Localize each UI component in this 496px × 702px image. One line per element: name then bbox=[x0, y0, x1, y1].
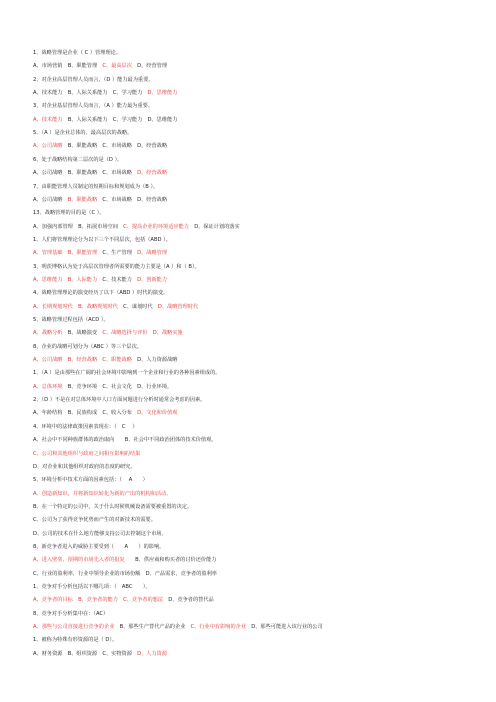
text-line bbox=[33, 341, 493, 353]
text-line bbox=[33, 327, 493, 339]
text-segment: B、人际关系能力 bbox=[62, 90, 108, 97]
highlighted-answer: C、最高层次 bbox=[97, 63, 132, 70]
text-line bbox=[33, 648, 493, 660]
highlighted-answer: D、文化和价值观 bbox=[131, 410, 178, 417]
highlighted-answer: D、战略管理 bbox=[131, 250, 168, 257]
highlighted-answer: A、公司战略 bbox=[33, 357, 63, 364]
text-segment: D、经营管理 bbox=[131, 63, 168, 70]
text-segment: B、竞争环境 bbox=[62, 383, 98, 390]
highlighted-answer: A、思维能力 bbox=[33, 276, 63, 283]
text-segment: B、职能管理 bbox=[62, 63, 98, 70]
text-line bbox=[33, 394, 493, 406]
highlighted-answer: A、进入壁垒，预期的市场先入者的报复 bbox=[33, 557, 125, 564]
text-segment: 1、（A ）是由那些在广阔的社会环境中影响到一个企业和行业的各种因素组成的。 bbox=[33, 370, 221, 377]
highlighted-answer: C、竞争者的想法 bbox=[117, 597, 164, 604]
text-line bbox=[33, 274, 493, 286]
text-line bbox=[33, 581, 493, 593]
highlighted-answer: D、战略实施 bbox=[147, 330, 183, 337]
text-segment: 1、竞争对手分析包括以下哪几项：（ ABC ）。 bbox=[33, 584, 151, 590]
text-segment: D、对企业和其他组织对政府的态度的研究。 bbox=[33, 463, 136, 470]
text-line bbox=[33, 100, 493, 112]
text-segment: C、收入分布 bbox=[97, 410, 132, 417]
text-segment: D、思维能力 bbox=[142, 116, 178, 123]
text-segment: C、生产管理 bbox=[97, 250, 132, 257]
text-segment: 5、（A ）是企业总体的、最高层次的战略。 bbox=[33, 130, 133, 137]
text-line bbox=[33, 87, 493, 99]
text-segment: D、公司的技术在什么地方能够支持公司去控制这个市场。 bbox=[33, 530, 167, 537]
text-segment: A、公司战略 bbox=[33, 170, 63, 177]
text-segment: A、市场营销 bbox=[33, 63, 63, 70]
text-segment: 6、处于战略结构第二层次的是（D ）。 bbox=[33, 156, 123, 163]
highlighted-answer: D、人力资源 bbox=[131, 650, 168, 657]
text-line bbox=[33, 127, 493, 139]
text-line bbox=[33, 181, 493, 193]
highlighted-answer: B、人际能力 bbox=[62, 276, 98, 283]
text-segment: C、技术能力 bbox=[97, 276, 132, 283]
text-line bbox=[33, 234, 493, 246]
text-segment: 2、对企业高层管理人员而言，（D ）能力最为重要。 bbox=[33, 76, 154, 83]
text-segment: A、财务资源 bbox=[33, 650, 63, 657]
text-line bbox=[33, 247, 493, 259]
text-segment: D、经营战略 bbox=[131, 143, 168, 150]
highlighted-answer: B、经营战略 bbox=[62, 357, 98, 364]
text-segment: D、那些可能进入该行业的公司 bbox=[246, 624, 323, 631]
text-line bbox=[33, 354, 493, 366]
text-line bbox=[33, 554, 493, 566]
highlighted-answer: C、职能战略 bbox=[97, 357, 132, 364]
text-line bbox=[33, 154, 493, 166]
text-line bbox=[33, 314, 493, 326]
text-segment: 3、对企业基层管理人员而言，（A ）能力最为重要。 bbox=[33, 103, 154, 110]
text-line bbox=[33, 421, 493, 433]
text-segment: C、市场战略 bbox=[97, 143, 132, 150]
highlighted-answer: D、战略管理时代 bbox=[152, 303, 199, 310]
text-segment: B、人际关系能力 bbox=[62, 116, 108, 123]
text-segment: C、市场战略 bbox=[97, 170, 132, 177]
text-segment: B、那些生产替代产品的企业 bbox=[114, 624, 186, 631]
text-line bbox=[33, 74, 493, 86]
text-line bbox=[33, 488, 493, 500]
text-segment: B、职能战略 bbox=[62, 170, 98, 177]
text-segment: C、行业的盈利率，行业中领导企业的市场份额 bbox=[33, 570, 141, 577]
highlighted-answer: B、竞争者的能力 bbox=[72, 597, 118, 604]
text-segment: B、职能战略 bbox=[62, 143, 98, 150]
text-segment: D、保证计划的落实 bbox=[189, 223, 240, 230]
highlighted-answer: A、战略分析 bbox=[33, 330, 63, 337]
text-segment: D、行业环境。 bbox=[131, 383, 173, 390]
text-segment: C、社会文化 bbox=[97, 383, 132, 390]
text-segment: D、竞争者的替代品 bbox=[163, 597, 214, 604]
text-segment: C、谋划时代 bbox=[117, 303, 153, 310]
text-line bbox=[33, 261, 493, 273]
text-segment: B、在一个特定的公司中，关于什么时候机械设备需要被重置的决定。 bbox=[33, 503, 193, 510]
text-segment: 4、战略管理理论的演变经历了以下（ABD ）时代的演变。 bbox=[33, 290, 169, 297]
text-segment: 13、战略管理的目的是（C ）。 bbox=[33, 210, 105, 217]
highlighted-answer: A、长期规划时代 bbox=[33, 303, 73, 310]
text-segment: B、民族构成 bbox=[62, 410, 98, 417]
text-line bbox=[33, 568, 493, 580]
text-line bbox=[33, 114, 493, 126]
text-segment: 3、明茨博格认为处于高层次管理者所需要的能力主要是（A ）和（ B）。 bbox=[33, 263, 200, 270]
highlighted-answer: A、公司战略 bbox=[33, 143, 63, 150]
text-segment: 7、由职能管理人员制定的短期目标和规划成为（B ）。 bbox=[33, 183, 159, 190]
text-line bbox=[33, 167, 493, 179]
text-segment: 5、环境分析中技术方面的因素包括：（ A ） bbox=[33, 477, 148, 484]
text-segment: B、组织资源 bbox=[62, 650, 98, 657]
text-line bbox=[33, 621, 493, 633]
text-segment: 1、战略管理是企业（ C ）管理理论。 bbox=[33, 50, 122, 56]
text-segment: C、实物资源 bbox=[97, 650, 132, 657]
text-line bbox=[33, 528, 493, 540]
text-line bbox=[33, 60, 493, 72]
text-segment: B、社会中不同政治团体的技术价值观。 bbox=[114, 437, 217, 444]
text-line bbox=[33, 207, 493, 219]
text-segment: C、市场战略 bbox=[97, 196, 132, 203]
highlighted-answer: A、技术能力 bbox=[33, 116, 63, 123]
text-line bbox=[33, 367, 493, 379]
text-segment: D、人力资源战略 bbox=[131, 357, 178, 364]
text-line bbox=[33, 461, 493, 473]
text-segment: 8、企业的战略可划分为（ABC ）等三个层次。 bbox=[33, 343, 142, 350]
highlighted-answer: C、提高企业的环境适应能力 bbox=[117, 223, 189, 230]
text-line bbox=[33, 407, 493, 419]
text-segment: A、公司战略 bbox=[33, 196, 63, 203]
text-line bbox=[33, 434, 493, 446]
text-segment: C、公司为了获得竞争优势而产生的对新技术的需要。 bbox=[33, 517, 156, 524]
text-line bbox=[33, 501, 493, 513]
text-segment: 5、战略管理过程包括（ACD ）。 bbox=[33, 317, 109, 323]
text-segment: B、战略演变 bbox=[62, 330, 98, 337]
highlighted-answer: C、战略选择与评价 bbox=[97, 330, 148, 337]
text-segment: 2、（D ）不是在对总体环境中人口方面问题进行分析时通常会考虑的因素。 bbox=[33, 397, 206, 404]
text-line bbox=[33, 301, 493, 313]
text-segment: B、供应商和购买者的讨价还价能力 bbox=[124, 557, 217, 564]
text-line bbox=[33, 634, 493, 646]
text-line bbox=[33, 541, 493, 553]
text-segment: C、学习能力 bbox=[107, 116, 143, 123]
text-segment: 1、人们将管理理论分为以下三个不同层次，包括（ABD ）。 bbox=[33, 236, 171, 243]
text-line bbox=[33, 514, 493, 526]
text-line bbox=[33, 47, 493, 59]
text-segment: 1、被称为特殊有形资源的是（ D）。 bbox=[33, 637, 118, 644]
text-line bbox=[33, 221, 493, 233]
highlighted-answer: C、公司和其他组织与政府之间相互影响的结果 bbox=[33, 450, 141, 457]
highlighted-answer: C、行业中有影响的企业 bbox=[185, 624, 247, 631]
text-segment: A、社会中不同种族群体的政治取向 bbox=[33, 437, 115, 444]
highlighted-answer: A、那些与公司直接进行竞争的企业 bbox=[33, 624, 115, 631]
text-line bbox=[33, 474, 493, 486]
highlighted-answer: A、管理基础 bbox=[33, 250, 63, 257]
text-line bbox=[33, 594, 493, 606]
highlighted-answer: A、竞争者的目标 bbox=[33, 597, 73, 604]
text-line bbox=[33, 381, 493, 393]
text-line bbox=[33, 448, 493, 460]
text-line bbox=[33, 608, 493, 620]
text-segment: D、产品需求，竞争者的盈利率 bbox=[140, 570, 217, 577]
highlighted-answer: D、创新能力 bbox=[131, 276, 168, 283]
text-segment: 8、竞争对手分析集中在：（AC） bbox=[33, 610, 109, 617]
highlighted-answer: D、经营战略 bbox=[131, 170, 168, 177]
text-segment: B、拓展市场空间 bbox=[72, 223, 118, 230]
text-segment: C、学习能力 bbox=[107, 90, 143, 97]
highlighted-answer: B、战略规划时代 bbox=[72, 303, 118, 310]
text-segment: A、技术能力 bbox=[33, 90, 63, 97]
highlighted-answer: B、职能战略 bbox=[62, 196, 98, 203]
text-segment: A、年龄结构 bbox=[33, 410, 63, 417]
highlighted-answer: B、职能管理 bbox=[62, 250, 98, 257]
text-line bbox=[33, 140, 493, 152]
highlighted-answer: D、思维能力 bbox=[142, 90, 178, 97]
text-segment: D、经营战略 bbox=[131, 196, 168, 203]
text-segment: 8、新竞争者进入的威胁主要受到（ A ）的影响。 bbox=[33, 543, 165, 550]
text-segment: 4、环境中的法律政策因素表现在：（ C ） bbox=[33, 423, 138, 430]
text-line bbox=[33, 287, 493, 299]
highlighted-answer: A、总体环境 bbox=[33, 383, 63, 390]
highlighted-answer: A、创造新知识，并将新知识转化为新的产出的机构和活动。 bbox=[33, 490, 172, 497]
text-segment: A、加强内部管理 bbox=[33, 223, 73, 230]
text-line bbox=[33, 194, 493, 206]
